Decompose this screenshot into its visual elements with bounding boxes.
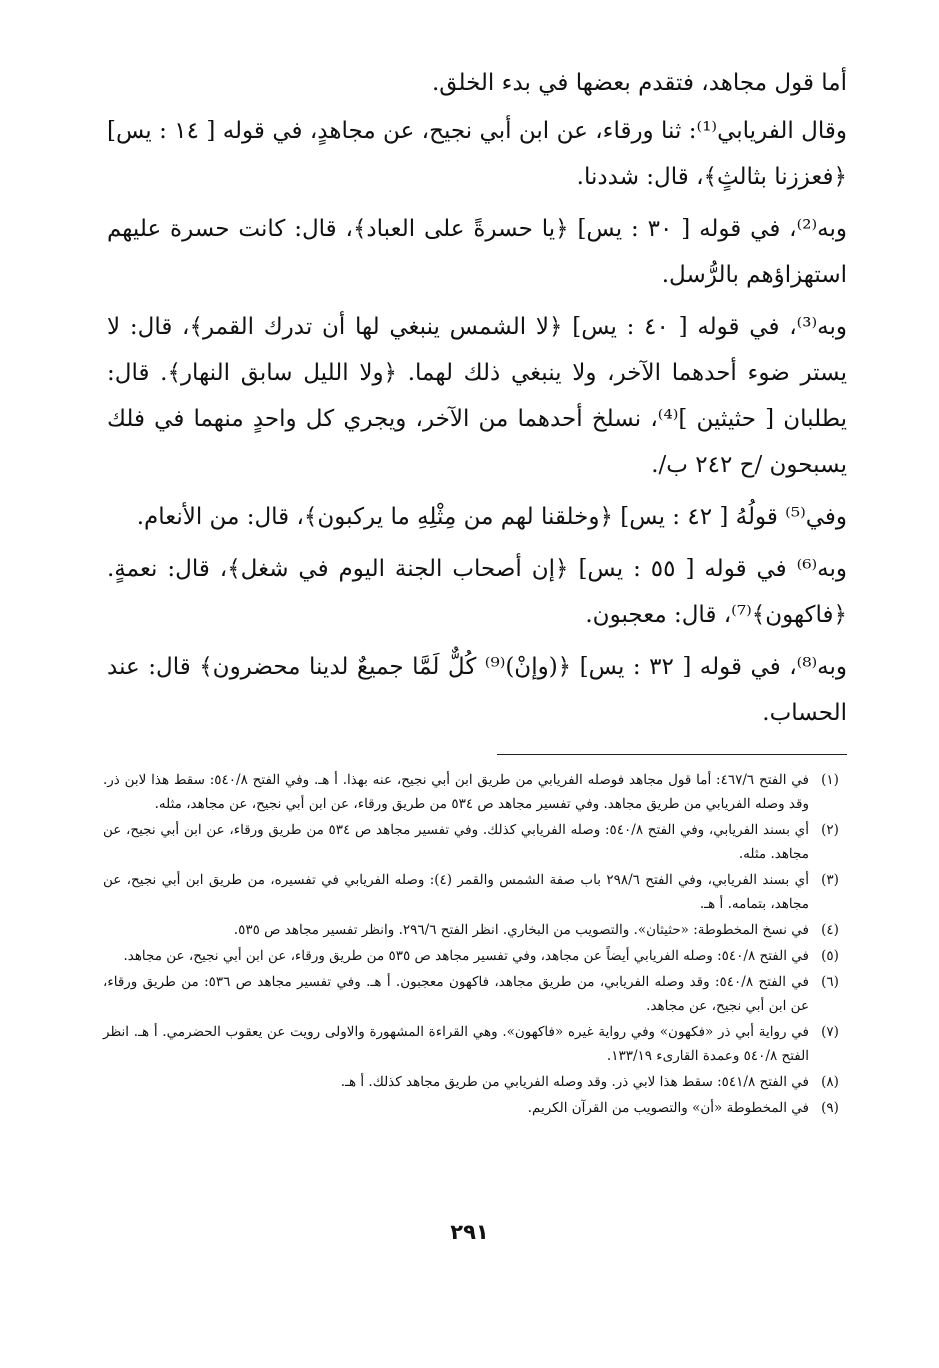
paragraph-faryabi-ya-sin-14: وقال الفريابي⁽¹⁾: ثنا ورقاء، عن ابن أبي نجيح، عن مجاهدٍ، في قوله [ ١٤ : يس] ﴿فعززنا بثالثٍ﴾، قال: شددنا. [107,118,847,190]
footnote-number: (٢) [821,822,839,838]
footnote-item [103,768,851,816]
footnote-item [103,818,851,866]
footnote-number: (٦) [821,974,839,990]
footnote-text: أي بسند الفريابي، وفي الفتح ٥٤٠/٨: وصله الفريابي كذلك. وفي تفسير مجاهد ص ٥٣٤ من طريق ورقاء، عن ابن أبي نجيح، عن مجاهد. مثله. [103,822,809,862]
footnote-item [103,918,851,942]
footnote-number: (٤) [821,922,839,938]
footnotes-section [103,768,851,1122]
paragraph-ya-sin-40: وبه⁽³⁾، في قوله [ ٤٠ : يس] ﴿لا الشمس ينبغي لها أن تدرك القمر﴾، قال: لا يستر ضوء أحدهما الآخر، ولا ينبغي ذلك لهما. ﴿ولا الليل سابق النهار﴾. قال: يطلبان [ حثيثين ]⁽⁴⁾، نسلخ أحدهما من الآخر، ويجري كل واحدٍ منهما في فلك يسبحون /ح ٢٤٢ ب/. [107,314,847,478]
footnote-item [103,1070,851,1094]
main-text-body [107,60,847,742]
paragraph-ya-sin-32: وبه⁽⁸⁾، في قوله [ ٣٢ : يس] ﴿(وإنْ)⁽⁹⁾ كُلٌّ لَمَّا جميعٌ لدينا محضرون﴾ قال: عند الحساب. [107,654,848,726]
footnote-text: في الفتح ٥٤٠/٨: وقد وصله الفريابي، من طريق مجاهد، فاكهون معجبون. أ هـ. وفي تفسير مجاهد ص ٥٣٦: من طريق ورقاء، عن ابن أبي نجيح، عن مجاهد. [103,974,809,1014]
footnote-text: في رواية أبي ذر «فكهون» وفي رواية غيره «فاكهون». وهي القراءة المشهورة والاولى رويت عن يعقوب الحضرمي. أ هـ. انظر الفتح ٥٤٠/٨ وعمدة القارىء ١٣٣/١٩. [103,1024,809,1064]
footnote-number: (٧) [821,1024,839,1040]
page-number: ٢٩١ [450,1220,489,1244]
footnote-text: في الفتح ٤٦٧/٦: أما قول مجاهد فوصله الفريابي من طريق ابن أبي نجيح، عنه بهذا. أ هـ. وفي الفتح ٥٤٠/٨: سقط هذا لابن ذر. وقد وصله الفريابي من طريق مجاهد. وفي تفسير مجاهد ص ٥٣٤ من طريق ورقاء، عن ابن أبي نجيح، عن مجاهد، مثله. [103,772,809,812]
footnote-item [103,970,851,1018]
footnote-number: (٥) [821,948,839,964]
footnote-number: (٨) [821,1074,839,1090]
paragraph-ya-sin-42: وفي⁽⁵⁾ قولُهُ [ ٤٢ : يس] ﴿وخلقنا لهم من مِثْلِهِ ما يركبون﴾، قال: من الأنعام. [136,504,847,530]
footnote-text: في الفتح ٥٤٠/٨: وصله الفريابي أيضاً عن مجاهد، وفي تفسير مجاهد ص ٥٣٥ من طريق ورقاء، عن ابن أبي نجيح، عن مجاهد. [123,948,809,964]
footnote-number: (٩) [821,1100,839,1116]
footnote-item [103,868,851,916]
footnote-text: أي بسند الفريابي، وفي الفتح ٢٩٨/٦ باب صفة الشمس والقمر (٤): وصله الفريابي في تفسيره، من طريق ابن أبي نجيح، عن مجاهد، بتمامه. أ هـ. [103,872,809,912]
footnote-text: في المخطوطة «أن» والتصويب من القرآن الكريم. [527,1100,809,1116]
footnote-separator-rule [497,754,847,755]
footnote-number: (٣) [821,872,839,888]
footnote-item [103,1096,851,1120]
paragraph-intro: أما قول مجاهد، فتقدم بعضها في بدء الخلق. [431,70,847,96]
paragraph-ya-sin-55: وبه⁽⁶⁾ في قوله [ ٥٥ : يس] ﴿إن أصحاب الجنة اليوم في شغل﴾، قال: نعمةٍ. ﴿فاكهون﴾⁽⁷⁾، قال: معجبون. [107,556,848,628]
footnote-item [103,944,851,968]
paragraph-ya-sin-30: وبه⁽²⁾، في قوله [ ٣٠ : يس] ﴿يا حسرةً على العباد﴾، قال: كانت حسرة عليهم استهزاؤهم بالرُّسل. [107,216,847,288]
footnote-text: في نسخ المخطوطة: «حثيثان». والتصويب من البخاري. انظر الفتح ٢٩٦/٦. وانظر تفسير مجاهد ص ٥٣٥. [233,922,809,938]
footnote-number: (١) [821,772,839,788]
footnote-item [103,1020,851,1068]
footnote-text: في الفتح ٥٤١/٨: سقط هذا لابي ذر. وقد وصله الفريابي من طريق مجاهد كذلك. أ هـ. [340,1074,809,1090]
